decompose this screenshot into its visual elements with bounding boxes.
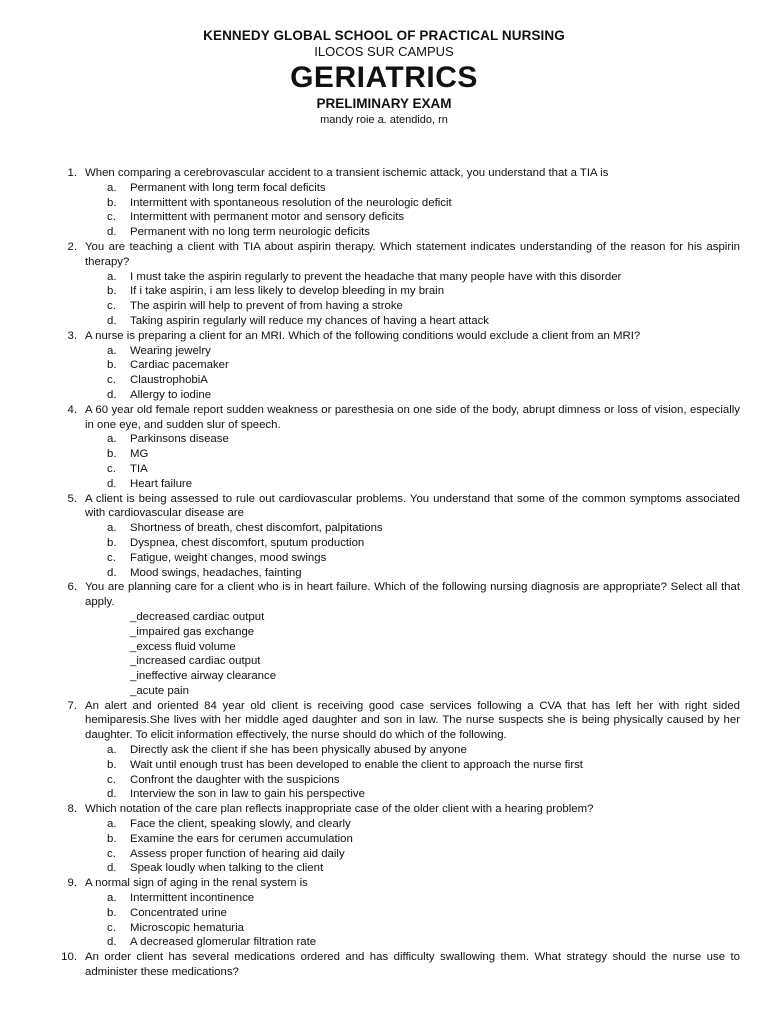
option-text: Taking aspirin regularly will reduce my chances of having a heart attack	[130, 314, 489, 327]
option-text: Directly ask the client if she has been physically abused by anyone	[130, 744, 467, 757]
question-text: Which notation of the care plan reflects inappropriate case of the older client with a hearing problem?	[85, 803, 594, 816]
select-all-option: _increased cardiac output	[130, 655, 261, 668]
option-text: I must take the aspirin regularly to prevent the headache that many people have with this disorder	[130, 270, 622, 283]
answer-option	[85, 358, 740, 373]
campus-name: ILOCOS SUR CAMPUS	[314, 44, 454, 59]
option-text: Speak loudly when talking to the client	[130, 862, 324, 875]
option-text: Face the client, speaking slowly, and clearly	[130, 818, 351, 831]
question-number: 8.	[67, 803, 77, 816]
answer-option	[85, 566, 740, 581]
question-text: A 60 year old female report sudden weakness or paresthesia on one side of the body, abrupt dimness or loss of vision, especially in one eye, and sudden slur of speech.	[85, 403, 740, 431]
option-letter: b.	[107, 906, 117, 919]
question-number: 2.	[67, 240, 77, 253]
option-letter: d.	[107, 566, 117, 579]
question-item	[60, 492, 740, 581]
question-number: 1.	[67, 167, 77, 179]
answer-option	[85, 551, 740, 566]
option-text: Shortness of breath, chest discomfort, palpitations	[130, 522, 383, 535]
option-letter: c.	[107, 847, 116, 860]
option-letter: c.	[107, 462, 116, 475]
question-item	[60, 580, 740, 698]
answer-option	[85, 521, 740, 536]
answer-options	[85, 817, 740, 876]
answer-option	[85, 861, 740, 876]
option-letter: d.	[107, 314, 117, 327]
option-text: Intermittent with spontaneous resolution of the neurologic deficit	[130, 196, 452, 209]
question-item	[60, 329, 740, 403]
option-text: Concentrated urine	[130, 906, 227, 919]
answer-option	[85, 935, 740, 950]
answer-options	[85, 344, 740, 403]
option-letter: a.	[107, 892, 117, 905]
answer-option	[85, 344, 740, 359]
option-letter: b.	[107, 196, 117, 209]
option-text: Examine the ears for cerumen accumulation	[130, 832, 353, 845]
author-name: mandy roie a. atendido, rn	[320, 114, 448, 126]
option-letter: d.	[107, 388, 117, 401]
option-letter: c.	[107, 300, 116, 313]
question-number: 7.	[67, 699, 77, 712]
option-text: A decreased glomerular filtration rate	[130, 936, 317, 949]
option-text: Interview the son in law to gain his perspective	[130, 788, 365, 801]
option-letter: d.	[107, 936, 117, 949]
answer-option	[85, 181, 740, 196]
option-text: Allergy to iodine	[130, 388, 212, 401]
option-text: The aspirin will help to prevent of from having a stroke	[130, 300, 403, 313]
option-letter: c.	[107, 211, 116, 224]
answer-option	[85, 462, 740, 477]
question-item	[60, 876, 740, 950]
answer-option	[85, 758, 740, 773]
option-letter: a.	[107, 433, 117, 446]
exam-title: PRELIMINARY EXAM	[316, 96, 452, 111]
option-text: Permanent with no long term neurologic deficits	[130, 226, 370, 239]
option-text: Parkinsons disease	[130, 433, 229, 446]
answer-option	[85, 477, 740, 492]
option-letter: b.	[107, 832, 117, 845]
answer-option	[85, 817, 740, 832]
answer-option	[85, 299, 740, 314]
answer-option	[85, 432, 740, 447]
option-text: ClaustrophobiA	[130, 374, 208, 387]
answer-options	[85, 521, 740, 580]
option-letter: d.	[107, 788, 117, 801]
option-text: MG	[130, 448, 149, 461]
option-letter: b.	[107, 536, 117, 549]
question-number: 4.	[67, 403, 77, 416]
question-number: 5.	[67, 492, 77, 505]
question-number: 6.	[67, 581, 77, 594]
answer-option	[85, 921, 740, 936]
option-text: Assess proper function of hearing aid daily	[130, 847, 345, 860]
answer-option	[85, 270, 740, 285]
answer-option	[85, 832, 740, 847]
select-all-option: _ineffective airway clearance	[130, 670, 277, 683]
option-letter: c.	[107, 773, 116, 786]
option-text: Wait until enough trust has been developed to enable the client to approach the nurse first	[130, 758, 583, 771]
subject-title: GERIATRICS	[290, 61, 478, 94]
question-number: 9.	[67, 877, 77, 890]
answer-options	[85, 432, 740, 491]
answer-option	[85, 906, 740, 921]
answer-option	[85, 388, 740, 403]
option-letter: c.	[107, 374, 116, 387]
select-all-option: _excess fluid volume	[130, 640, 236, 653]
question-item	[60, 403, 740, 492]
question-text: You are teaching a client with TIA about aspirin therapy. Which statement indicates understanding of the reason for his aspirin therapy?	[85, 240, 740, 268]
question-item	[60, 240, 740, 329]
question-text: A client is being assessed to rule out cardiovascular problems. You understand that some of the common symptoms associated with cardiovascular disease are	[85, 492, 740, 520]
answer-options	[85, 891, 740, 950]
question-text: You are planning care for a client who is in heart failure. Which of the following nursing diagnosis are appropriate? Select all that apply.	[85, 581, 740, 609]
option-text: Intermittent with permanent motor and sensory deficits	[130, 211, 405, 224]
option-letter: c.	[107, 551, 116, 564]
question-number: 10.	[61, 951, 77, 964]
option-text: Intermittent incontinence	[130, 892, 255, 905]
option-text: Wearing jewelry	[130, 344, 211, 357]
answer-option	[85, 314, 740, 329]
option-text: Microscopic hematuria	[130, 921, 244, 934]
option-letter: a.	[107, 270, 117, 283]
option-letter: b.	[107, 448, 117, 461]
answer-option	[85, 847, 740, 862]
select-all-option: _acute pain	[130, 684, 189, 697]
option-letter: b.	[107, 359, 117, 372]
question-list	[60, 166, 740, 980]
option-letter: a.	[107, 522, 117, 535]
question-text: An alert and oriented 84 year old client is receiving good case services following a CVA that has left her with right sided hemiparesis.She lives with her middle aged daughter and son in law. The nurse suspects she is being physically caused by her daughter. To elicit information effectively, the nurse should do which of the following.	[85, 699, 740, 742]
question-item	[60, 950, 740, 980]
question-item	[60, 166, 740, 240]
option-letter: a.	[107, 344, 117, 357]
select-all-option: _decreased cardiac output	[130, 610, 265, 623]
option-text: Fatigue, weight changes, mood swings	[130, 551, 327, 564]
option-letter: a.	[107, 744, 117, 757]
answer-option	[85, 536, 740, 551]
answer-options	[85, 270, 740, 329]
option-text: Heart failure	[130, 477, 193, 490]
option-letter: d.	[107, 862, 117, 875]
option-letter: c.	[107, 921, 116, 934]
question-number: 3.	[67, 329, 77, 342]
option-letter: d.	[107, 226, 117, 239]
answer-option	[85, 447, 740, 462]
answer-option	[85, 773, 740, 788]
option-letter: a.	[107, 181, 117, 194]
answer-options	[85, 743, 740, 802]
select-all-option: _impaired gas exchange	[130, 625, 255, 638]
option-text: If i take aspirin, i am less likely to develop bleeding in my brain	[130, 285, 445, 298]
option-letter: b.	[107, 758, 117, 771]
option-text: Permanent with long term focal deficits	[130, 181, 326, 194]
answer-option	[85, 196, 740, 211]
option-text: TIA	[130, 462, 148, 475]
option-text: Confront the daughter with the suspicions	[130, 773, 340, 786]
question-item	[60, 802, 740, 876]
answer-option	[85, 743, 740, 758]
answer-option	[85, 891, 740, 906]
option-letter: b.	[107, 285, 117, 298]
option-text: Mood swings, headaches, fainting	[130, 566, 302, 579]
answer-option	[85, 787, 740, 802]
answer-option	[85, 225, 740, 240]
option-letter: d.	[107, 477, 117, 490]
answer-options	[85, 181, 740, 240]
option-letter: a.	[107, 818, 117, 831]
question-text: An order client has several medications ordered and has difficulty swallowing them. What strategy should the nurse use to administer these medications?	[85, 951, 740, 979]
answer-option	[85, 373, 740, 388]
option-text: Cardiac pacemaker	[130, 359, 229, 372]
answer-option	[85, 210, 740, 225]
option-text: Dyspnea, chest discomfort, sputum production	[130, 536, 365, 549]
select-all-options	[85, 610, 740, 699]
question-item	[60, 699, 740, 803]
question-text: A nurse is preparing a client for an MRI. Which of the following conditions would exclude a client from an MRI?	[85, 329, 641, 342]
school-name: KENNEDY GLOBAL SCHOOL OF PRACTICAL NURSING	[203, 28, 565, 43]
question-text: When comparing a cerebrovascular accident to a transient ischemic attack, you understand that a TIA is	[85, 167, 609, 179]
document-header	[0, 28, 768, 127]
answer-option	[85, 284, 740, 299]
question-text: A normal sign of aging in the renal system is	[85, 877, 308, 890]
